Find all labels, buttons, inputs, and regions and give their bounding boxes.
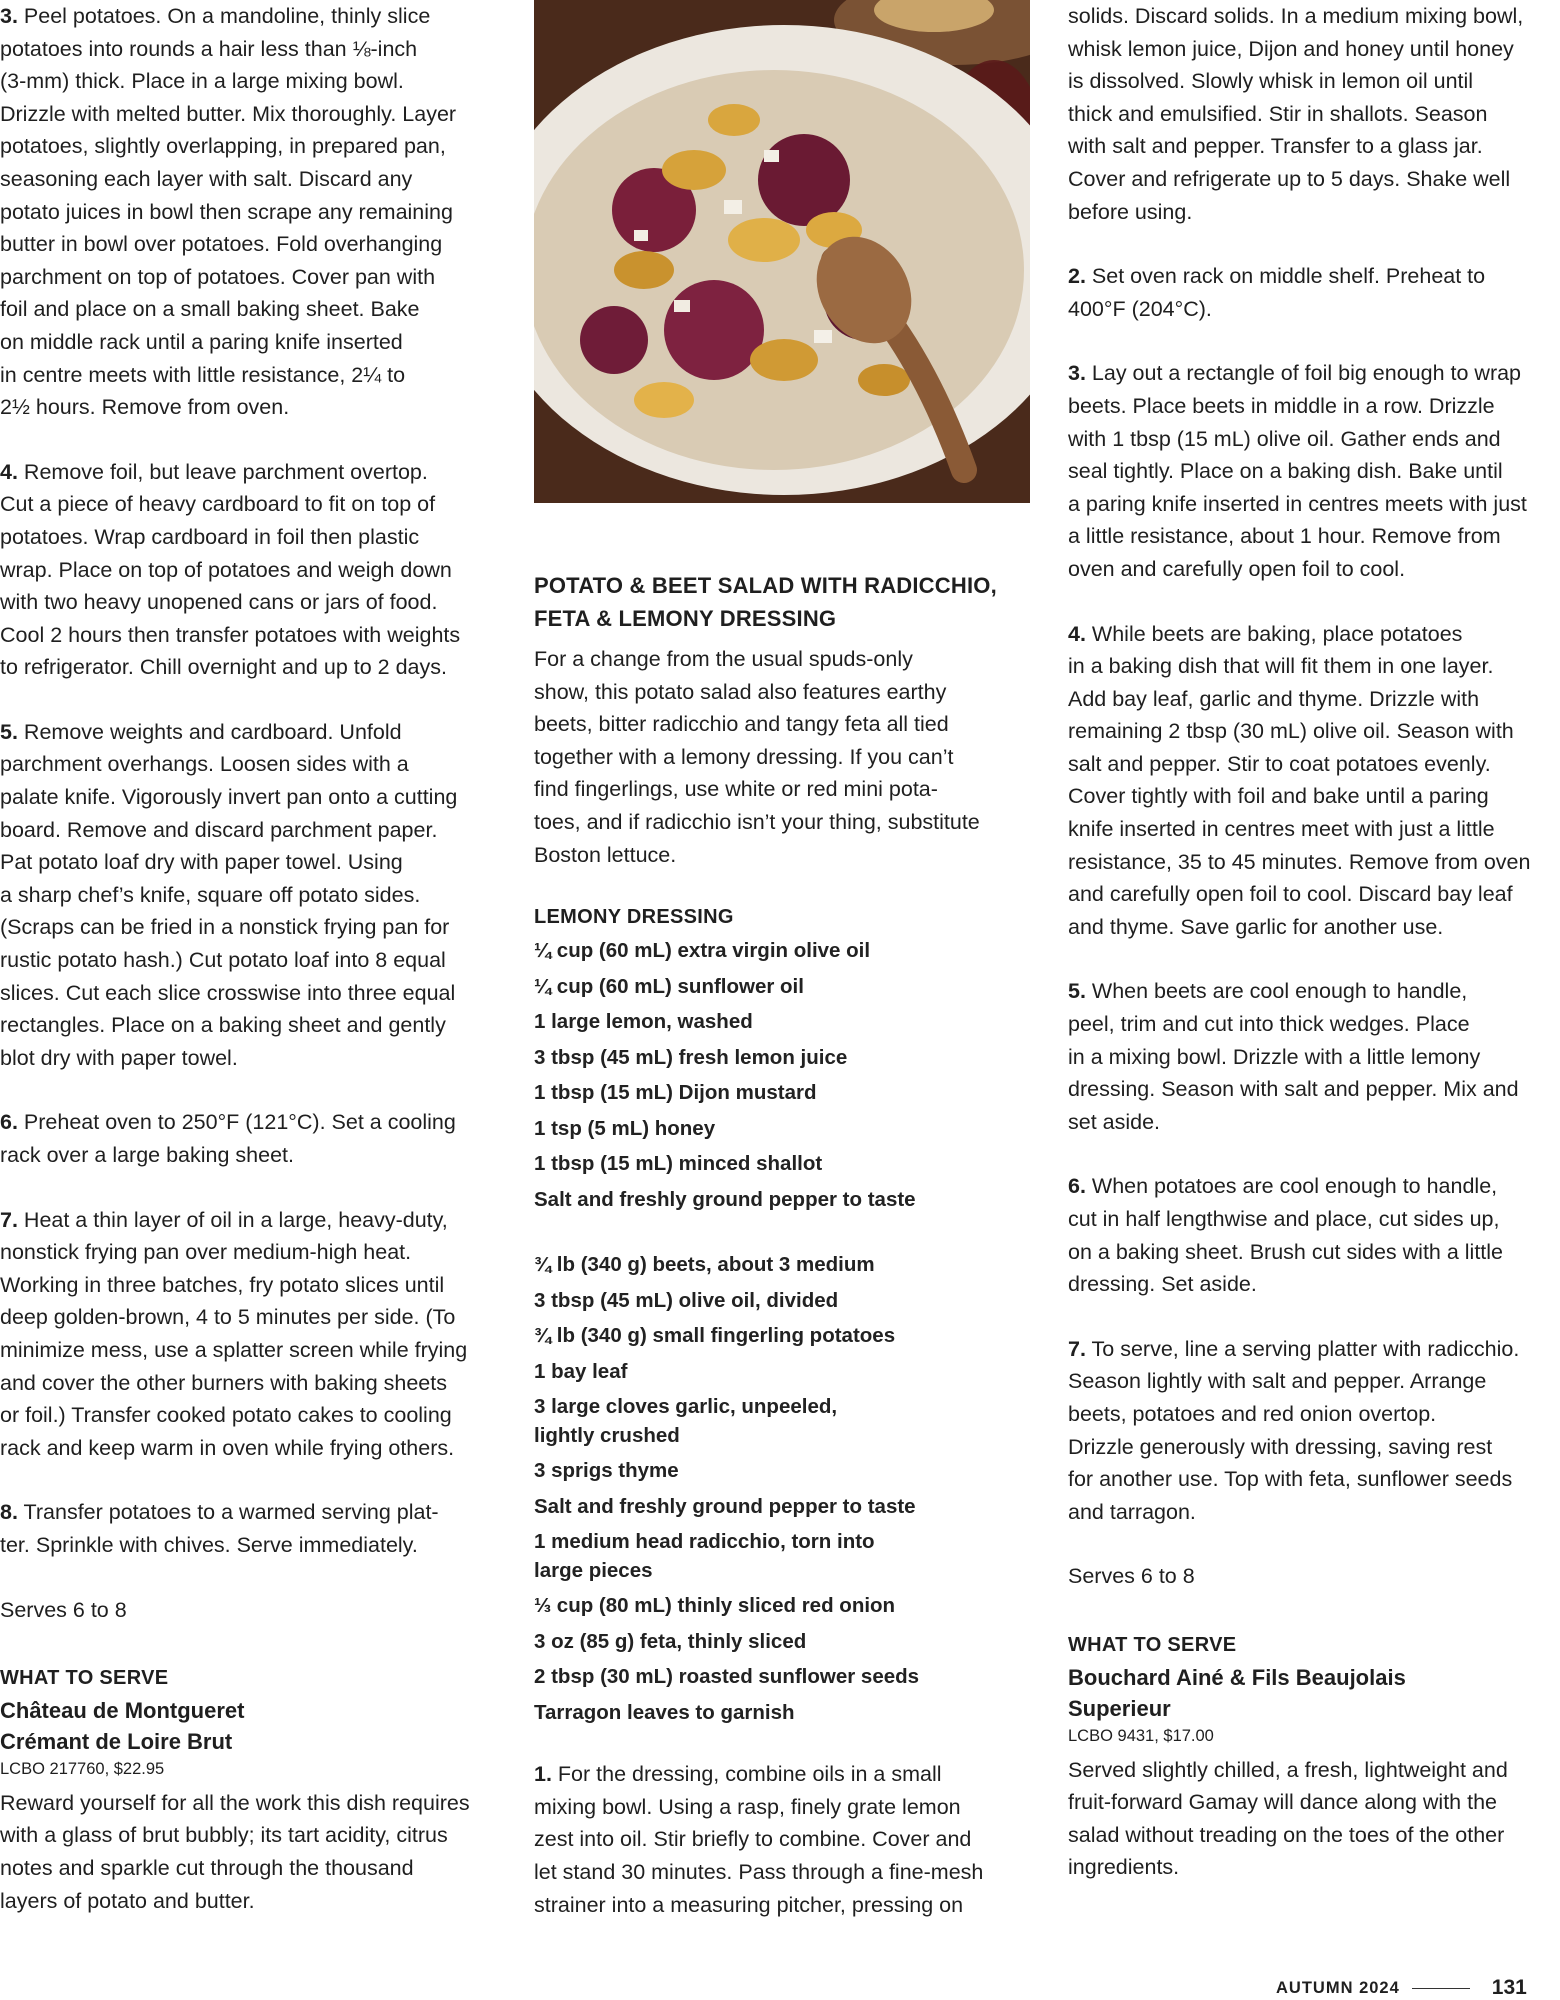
serves-note: Serves 6 to 8 <box>1068 1564 1195 1589</box>
ingredient-item: 3 large cloves garlic, unpeeled, lightly crushed <box>534 1395 838 1448</box>
step-paragraph: 6. When potatoes are cool enough to handle, cut in half lengthwise and place, cut sides up, on a baking sheet. Brush cut sides with a little dressing. Set aside. <box>1068 1174 1504 1297</box>
ingredient-item: 1 tbsp (15 mL) Dijon mustard <box>534 1081 817 1105</box>
step-paragraph: 5. When beets are cool enough to handle, peel, trim and cut into thick wedges. Place in a mixing bowl. Drizzle with a little lemony dressing. Season with salt and pepper. Mix and set aside. <box>1068 979 1519 1134</box>
wine-lcbo-price: LCBO 9431, $17.00 <box>1068 1726 1214 1745</box>
page-footer <box>1276 1976 1560 2000</box>
column-right <box>1068 0 1560 1884</box>
salad-ingredient-list <box>534 1247 1030 1730</box>
step-paragraph: 2. Set oven rack on middle shelf. Preheat to 400°F (204°C). <box>1068 264 1486 321</box>
page-number: 131 <box>1491 1976 1527 1999</box>
wine-note: Served slightly chilled, a fresh, lightweight and fruit-forward Gamay will dance along with the salad without treading on the toes of the other ingredients. <box>1068 1757 1508 1880</box>
ingredient-item: ¼ cup (60 mL) sunflower oil <box>534 974 804 998</box>
step-paragraph: 7. Heat a thin layer of oil in a large, heavy-duty, nonstick frying pan over medium-high heat. Working in three batches, fry potato slices until deep golden-brown, 4 to 5 minutes per side. (To minimize mess, use a splatter screen while frying and cover the other burners with baking sheets or foil.) Transfer cooked potato cakes to cooling rack and keep warm in oven while frying others. <box>0 1207 468 1460</box>
ingredient-item: ¼ cup (60 mL) extra virgin olive oil <box>534 939 871 963</box>
ingredient-item: ⅓ cup (80 mL) thinly sliced red onion <box>534 1594 896 1618</box>
step-paragraph: 3. Peel potatoes. On a mandoline, thinly slice potatoes into rounds a hair less than ⅛-inch (3-mm) thick. Place in a large mixing bowl. Drizzle with melted butter. Mix thoroughly. Layer potatoes, slightly overlapping, in prepared pan, seasoning each layer with salt. Discard any potato juices in bowl then scrape any remaining butter in bowl over potatoes. Fold overhanging parchment on top of potatoes. Cover pan with foil and place on a small baking sheet. Bake on middle rack until a paring knife inserted in centre meets with little resistance, 2¼ to 2½ hours. Remove from oven. <box>0 4 457 420</box>
step-paragraph: 1. For the dressing, combine oils in a small mixing bowl. Using a rasp, finely grate lemon zest into oil. Stir briefly to combine. Cover and let stand 30 minutes. Pass through a fine-mesh strainer into a measuring pitcher, pressing on <box>534 1762 984 1917</box>
what-to-serve-block <box>0 1662 492 1917</box>
column-center <box>534 0 1030 1953</box>
ingredient-item: 1 medium head radicchio, torn into large pieces <box>534 1530 875 1583</box>
step-paragraph: 4. Remove foil, but leave parchment overtop. Cut a piece of heavy cardboard to fit on top of potatoes. Wrap cardboard in foil then plastic wrap. Place on top of potatoes and weigh down with two heavy unopened cans or jars of food. Cool 2 hours then transfer potatoes with weights to refrigerator. Chill overnight and up to 2 days. <box>0 459 461 680</box>
step-paragraph: 8. Transfer potatoes to a warmed serving plat- ter. Sprinkle with chives. Serve immediately. <box>0 1500 439 1557</box>
step-paragraph: 3. Lay out a rectangle of foil big enough to wrap beets. Place beets in middle in a row. Drizzle with 1 tbsp (15 mL) olive oil. Gather ends and seal tightly. Place on a baking dish. Bake until a paring knife inserted in centres meets with just a little resistance, about 1 hour. Remove from oven and carefully open foil to cool. <box>1068 361 1527 581</box>
ingredient-item: Tarragon leaves to garnish <box>534 1700 795 1724</box>
ingredient-item: 1 bay leaf <box>534 1359 628 1383</box>
dressing-ingredient-list <box>534 933 1030 1217</box>
what-to-serve-heading: WHAT TO SERVE <box>0 1667 169 1690</box>
recipe-intro: For a change from the usual spuds-only show, this potato salad also features earthy beets, bitter radicchio and tangy feta all tied together with a lemony dressing. If you can’t find fingerlings, use white or red mini pota- toes, and if radicchio isn’t your thing, substitute Boston lettuce. <box>534 647 980 867</box>
wine-name: Château de Montgueret Crémant de Loire Brut <box>0 1697 245 1754</box>
recipe-title: POTATO & BEET SALAD WITH RADICCHIO, FETA & LEMONY DRESSING <box>534 573 997 631</box>
ingredient-item: 1 tbsp (15 mL) minced shallot <box>534 1152 823 1176</box>
ingredient-item: 1 tsp (5 mL) honey <box>534 1116 716 1140</box>
step-paragraph: 4. While beets are baking, place potatoes in a baking dish that will fit them in one layer. Add bay leaf, garlic and thyme. Drizzle with remaining 2 tbsp (30 mL) olive oil. Season with salt and pepper. Stir to coat potatoes evenly. Cover tightly with foil and bake until a paring knife inserted in centres meet with just a little resistance, 35 to 45 minutes. Remove from oven and carefully open foil to cool. Discard bay leaf and thyme. Save garlic for another use. <box>1068 621 1531 939</box>
ingredient-item: ¾ lb (340 g) beets, about 3 medium <box>534 1253 875 1277</box>
ingredient-item: 3 tbsp (45 mL) olive oil, divided <box>534 1288 839 1312</box>
ingredient-item: 3 tbsp (45 mL) fresh lemon juice <box>534 1045 848 1069</box>
serves-note: Serves 6 to 8 <box>0 1597 127 1622</box>
issue-label: AUTUMN 2024 <box>1276 1978 1400 1997</box>
step-continuation: solids. Discard solids. In a medium mixing bowl, whisk lemon juice, Dijon and honey until honey is dissolved. Slowly whisk in lemon oil until thick and emulsified. Stir in shallots. Season with salt and pepper. Transfer to a glass jar. Cover and refrigerate up to 5 days. Shake well before using. <box>1068 4 1524 224</box>
column-left <box>0 0 492 1917</box>
what-to-serve-block <box>1068 1629 1560 1884</box>
ingredient-item: 3 sprigs thyme <box>534 1459 679 1483</box>
ingredient-item: 2 tbsp (30 mL) roasted sunflower seeds <box>534 1665 920 1689</box>
wine-name: Bouchard Ainé & Fils Beaujolais Superieur <box>1068 1664 1406 1721</box>
ingredient-item: 1 large lemon, washed <box>534 1010 753 1034</box>
step-paragraph: 7. To serve, line a serving platter with radicchio. Season lightly with salt and pepper. Arrange beets, potatoes and red onion overtop. Drizzle generously with dressing, saving rest for another use. Top with feta, sunflower seeds and tarragon. <box>1068 1336 1520 1524</box>
salad-illustration <box>534 0 1030 503</box>
ingredient-item: ¾ lb (340 g) small fingerling potatoes <box>534 1324 896 1348</box>
dressing-heading: LEMONY DRESSING <box>534 906 734 929</box>
wine-note: Reward yourself for all the work this dish requires with a glass of brut bubbly; its tart acidity, citrus notes and sparkle cut through the thousand layers of potato and butter. <box>0 1790 470 1913</box>
salad-photo <box>534 0 1030 503</box>
wine-lcbo-price: LCBO 217760, $22.95 <box>0 1759 165 1778</box>
footer-rule <box>1412 1988 1470 1989</box>
step-paragraph: 5. Remove weights and cardboard. Unfold parchment overhangs. Loosen sides with a palate knife. Vigorously invert pan onto a cutting board. Remove and discard parchment paper. Pat potato loaf dry with paper towel. Using a sharp chef’s knife, square off potato sides. (Scraps can be fried in a nonstick frying pan for rustic potato hash.) Cut potato loaf into 8 equal slices. Cut each slice crosswise into three equal rectangles. Place on a baking sheet and gently blot dry with paper towel. <box>0 719 458 1070</box>
step-paragraph: 6. Preheat oven to 250°F (121°C). Set a cooling rack over a large baking sheet. <box>0 1110 456 1167</box>
ingredient-item: Salt and freshly ground pepper to taste <box>534 1187 916 1211</box>
ingredient-item: 3 oz (85 g) feta, thinly sliced <box>534 1629 807 1653</box>
what-to-serve-heading: WHAT TO SERVE <box>1068 1633 1237 1656</box>
ingredient-item: Salt and freshly ground pepper to taste <box>534 1494 916 1518</box>
